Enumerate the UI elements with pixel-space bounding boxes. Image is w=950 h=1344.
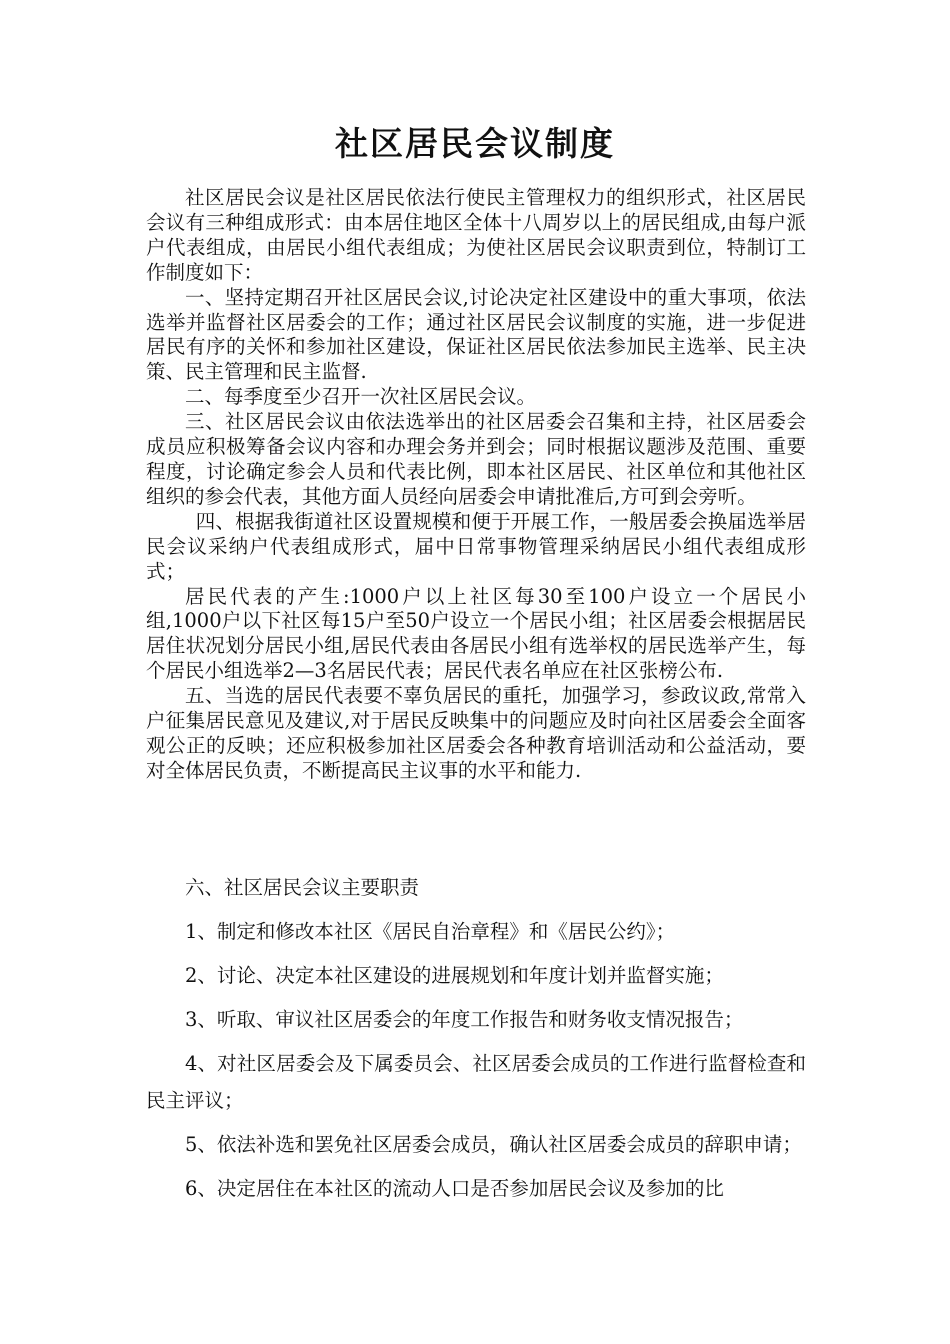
duty-item: 1、制定和修改本社区《居民自治章程》和《居民公约》； [185, 920, 676, 943]
intro-paragraph: 社区居民会议是社区居民依法行使民主管理权力的组织形式，社区居民会议有三种组成形式：由本居住地区全体十八周岁以上的居民组成,由每户派户代表组成，由居民小组代表组成；为使社区居民会议职责到位，特制订工作制度如下： [146, 186, 806, 284]
rule-4-paragraph: 四、根据我街道社区设置规模和便于开展工作，一般居委会换届选举居民会议采纳户代表组成形式，届中日常事物管理采纳居民小组代表组成形式； [146, 509, 806, 583]
body-dense-section [146, 186, 806, 784]
duty-item: 2、讨论、决定本社区建设的进展规划和年度计划并监督实施； [185, 964, 724, 987]
duty-item: 5、依法补选和罢免社区居委会成员，确认社区居委会成员的辞职申请； [185, 1133, 802, 1156]
duties-section [146, 869, 806, 1214]
rule-5-paragraph: 五、当选的居民代表要不辜负居民的重托，加强学习，参政议政,常常入户征集居民意见及建议,对于居民反映集中的问题应及时向社区居委会全面客观公正的反映；还应积极参加社区居委会各种教育培训活动和公益活动，要对全体居民负责，不断提高民主议事的水平和能力. [146, 684, 806, 782]
document-title: 社区居民会议制度 [335, 124, 615, 163]
rule-2-paragraph: 二、每季度至少召开一次社区居民会议。 [185, 385, 537, 409]
representative-paragraph: 居民代表的产生:1000户以上社区每30至100户设立一个居民小组,1000户以下社区每15户至50户设立一个居民小组；社区居委会根据居民居住状况划分居民小组,居民代表由各居民小组有选举权的居民选举产生，每个居民小组选举2—3名居民代表；居民代表名单应在社区张榜公布. [146, 584, 806, 683]
duty-item: 3、听取、审议社区居委会的年度工作报告和财务收支情况报告； [185, 1008, 744, 1031]
duties-heading: 六、社区居民会议主要职责 [185, 876, 420, 899]
duty-item: 6、决定居住在本社区的流动人口是否参加居民会议及参加的比 [185, 1177, 724, 1200]
rule-1-paragraph: 一、坚持定期召开社区居民会议,讨论决定社区建设中的重大事项，依法选举并监督社区居委会的工作；通过社区居民会议制度的实施，进一步促进居民有序的关怀和参加社区建设，保证社区居民依法参加民主选举、民主决策、民主管理和民主监督. [146, 285, 806, 384]
rule-3-paragraph: 三、社区居民会议由依法选举出的社区居委会召集和主持，社区居委会成员应积极筹备会议内容和办理会务并到会；同时根据议题涉及范围、重要程度，讨论确定参会人员和代表比例，即本社区居民、社区单位和其他社区组织的参会代表，其他方面人员经向居委会申请批准后,方可到会旁听。 [146, 410, 806, 508]
duty-item: 4、对社区居委会及下属委员会、社区居委会成员的工作进行监督检查和民主评议； [146, 1052, 806, 1112]
